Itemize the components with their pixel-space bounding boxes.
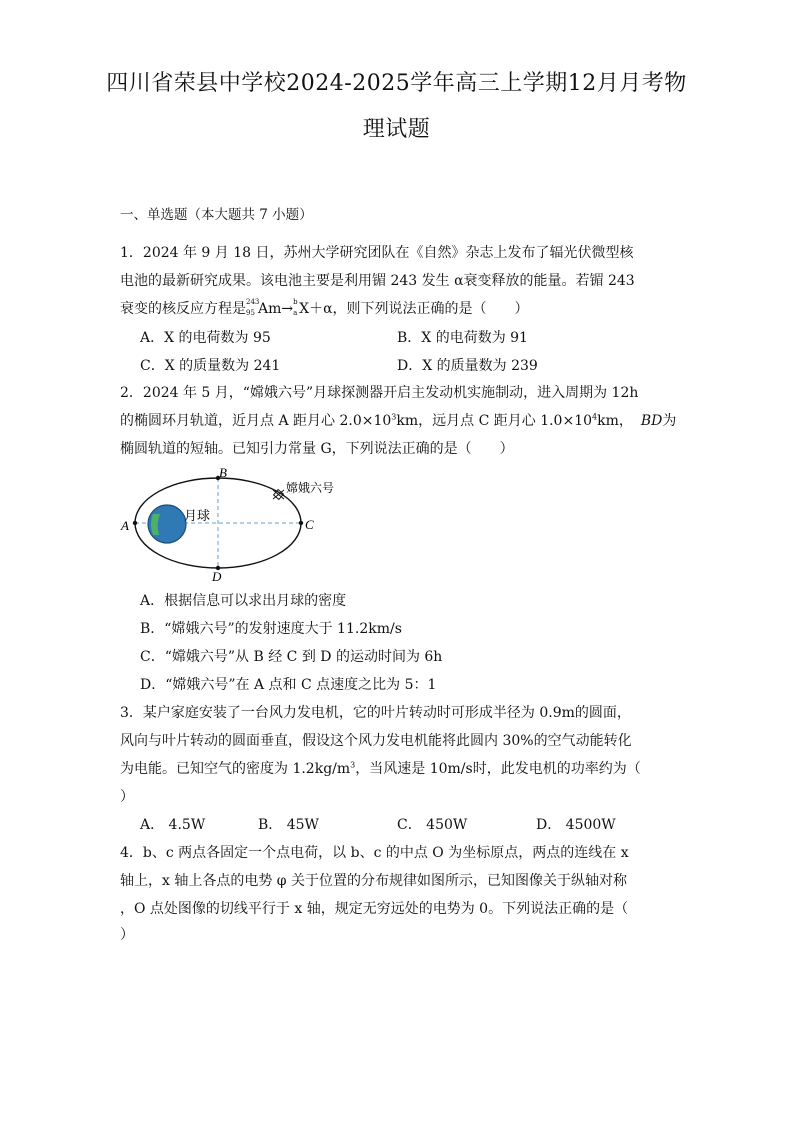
moon-label: 月球 <box>184 509 211 524</box>
exam-title-line1: 四川省荣县中学校2024-2025学年高三上学期12月月考物 <box>106 71 687 96</box>
q3-line3-pre: 为电能。已知空气的密度为 1.2kg/m <box>120 761 351 777</box>
am-symbol: Am <box>258 301 282 317</box>
q2-line3: 椭圆轨道的短轴。已知引力常量 G，下列说法正确的是（ ） <box>120 441 514 457</box>
q2-exp2: 4 <box>592 412 598 422</box>
q2-bd-label: BD <box>640 413 663 429</box>
q2-option-c[interactable]: C．“嫦娥六号”从 B 经 C 到 D 的运动时间为 6h <box>140 649 443 665</box>
q3-line4: ） <box>120 789 134 805</box>
q2-option-a[interactable]: A．根据信息可以求出月球的密度 <box>140 593 347 609</box>
q3-line2: 风向与叶片转动的圆面垂直，假设这个风力发电机能将此圆内 30%的空气动能转化 <box>120 733 632 749</box>
q1-line2: 电池的最新研究成果。该电池主要是利用镅 243 发生 α衰变释放的能量。若镅 243 <box>120 273 635 289</box>
point-c-dot <box>299 521 303 525</box>
q1-line3 <box>120 299 529 319</box>
am-mass-number: 243 <box>246 298 260 306</box>
q2-line2-end: 为 <box>662 413 677 429</box>
q2-line2-pre: 的椭圆环月轨道，近月点 A 距月心 2.0×10 <box>120 413 392 429</box>
q3-option-b[interactable]: B． 45W <box>258 817 319 833</box>
q3-line3-post: ，当风速是 10m/s时，此发电机的功率约为（ <box>355 761 641 777</box>
q1-line3-post: X＋α，则下列说法正确的是（ ） <box>299 301 529 317</box>
q2-option-d[interactable]: D．“嫦娥六号”在 A 点和 C 点速度之比为 5：1 <box>140 677 437 693</box>
q3-exp: 3 <box>350 760 356 770</box>
q1-option-b[interactable]: B．X 的电荷数为 91 <box>397 330 528 346</box>
q2-exp1: 3 <box>391 412 397 422</box>
q2-line2-mid: km，远月点 C 距月心 1.0×10 <box>396 413 593 429</box>
q3-option-a[interactable]: A． 4.5W <box>140 817 206 833</box>
label-c: C <box>305 517 314 532</box>
am-charge-number: 95 <box>246 309 255 317</box>
q4-line2: 轴上，x 轴上各点的电势 φ 关于位置的分布规律如图所示，已知图像关于纵轴对称 <box>120 873 628 889</box>
probe-label: 嫦娥六号 <box>286 481 335 495</box>
section-heading: 一、单选题（本大题共 7 小题） <box>120 207 313 223</box>
label-b: B <box>219 465 227 480</box>
label-d: D <box>212 569 222 584</box>
q3-line1: 3．某户家庭安装了一台风力发电机，它的叶片转动时可形成半径为 0.9m的圆面， <box>120 705 631 721</box>
q1-option-d[interactable]: D．X 的质量数为 239 <box>397 358 538 374</box>
q1-option-a[interactable]: A．X 的电荷数为 95 <box>140 330 271 346</box>
reaction-arrow: → <box>281 301 294 317</box>
q3-option-c[interactable]: C． 450W <box>397 817 468 833</box>
q2-line2 <box>120 411 676 431</box>
q2-line2-post: km， <box>597 413 633 429</box>
x-charge-number: a <box>293 309 298 317</box>
x-mass-number: b <box>293 298 298 306</box>
label-a: A <box>121 518 129 533</box>
q2-line1: 2．2024 年 5 月，“嫦娥六号”月球探测器开启主发动机实施制动，进入周期为 12h <box>120 385 639 401</box>
q3-line3 <box>120 759 641 779</box>
orbit-figure <box>118 465 335 586</box>
am-nuclide-numbers <box>246 299 258 319</box>
exam-title-line2: 理试题 <box>362 117 431 142</box>
q1-line1: 1．2024 年 9 月 18 日，苏州大学研究团队在《自然》杂志上发布了辐光伏微型核 <box>120 245 634 261</box>
q2-option-b[interactable]: B．“嫦娥六号”的发射速度大于 11.2km/s <box>140 621 402 637</box>
q1-line3-pre: 衰变的核反应方程是 <box>120 301 246 317</box>
point-a-dot <box>133 521 137 525</box>
q4-line3: ，O 点处图像的切线平行于 x 轴，规定无穷远处的电势为 0。下列说法正确的是（ <box>120 901 629 917</box>
q4-line4: ） <box>120 927 134 943</box>
q3-option-d[interactable]: D． 4500W <box>536 817 616 833</box>
x-nuclide-numbers <box>293 299 299 319</box>
q4-line1: 4．b、c 两点各固定一个点电荷，以 b、c 的中点 O 为坐标原点，两点的连线在 x <box>120 845 629 861</box>
q1-option-c[interactable]: C．X 的质量数为 241 <box>140 358 281 374</box>
